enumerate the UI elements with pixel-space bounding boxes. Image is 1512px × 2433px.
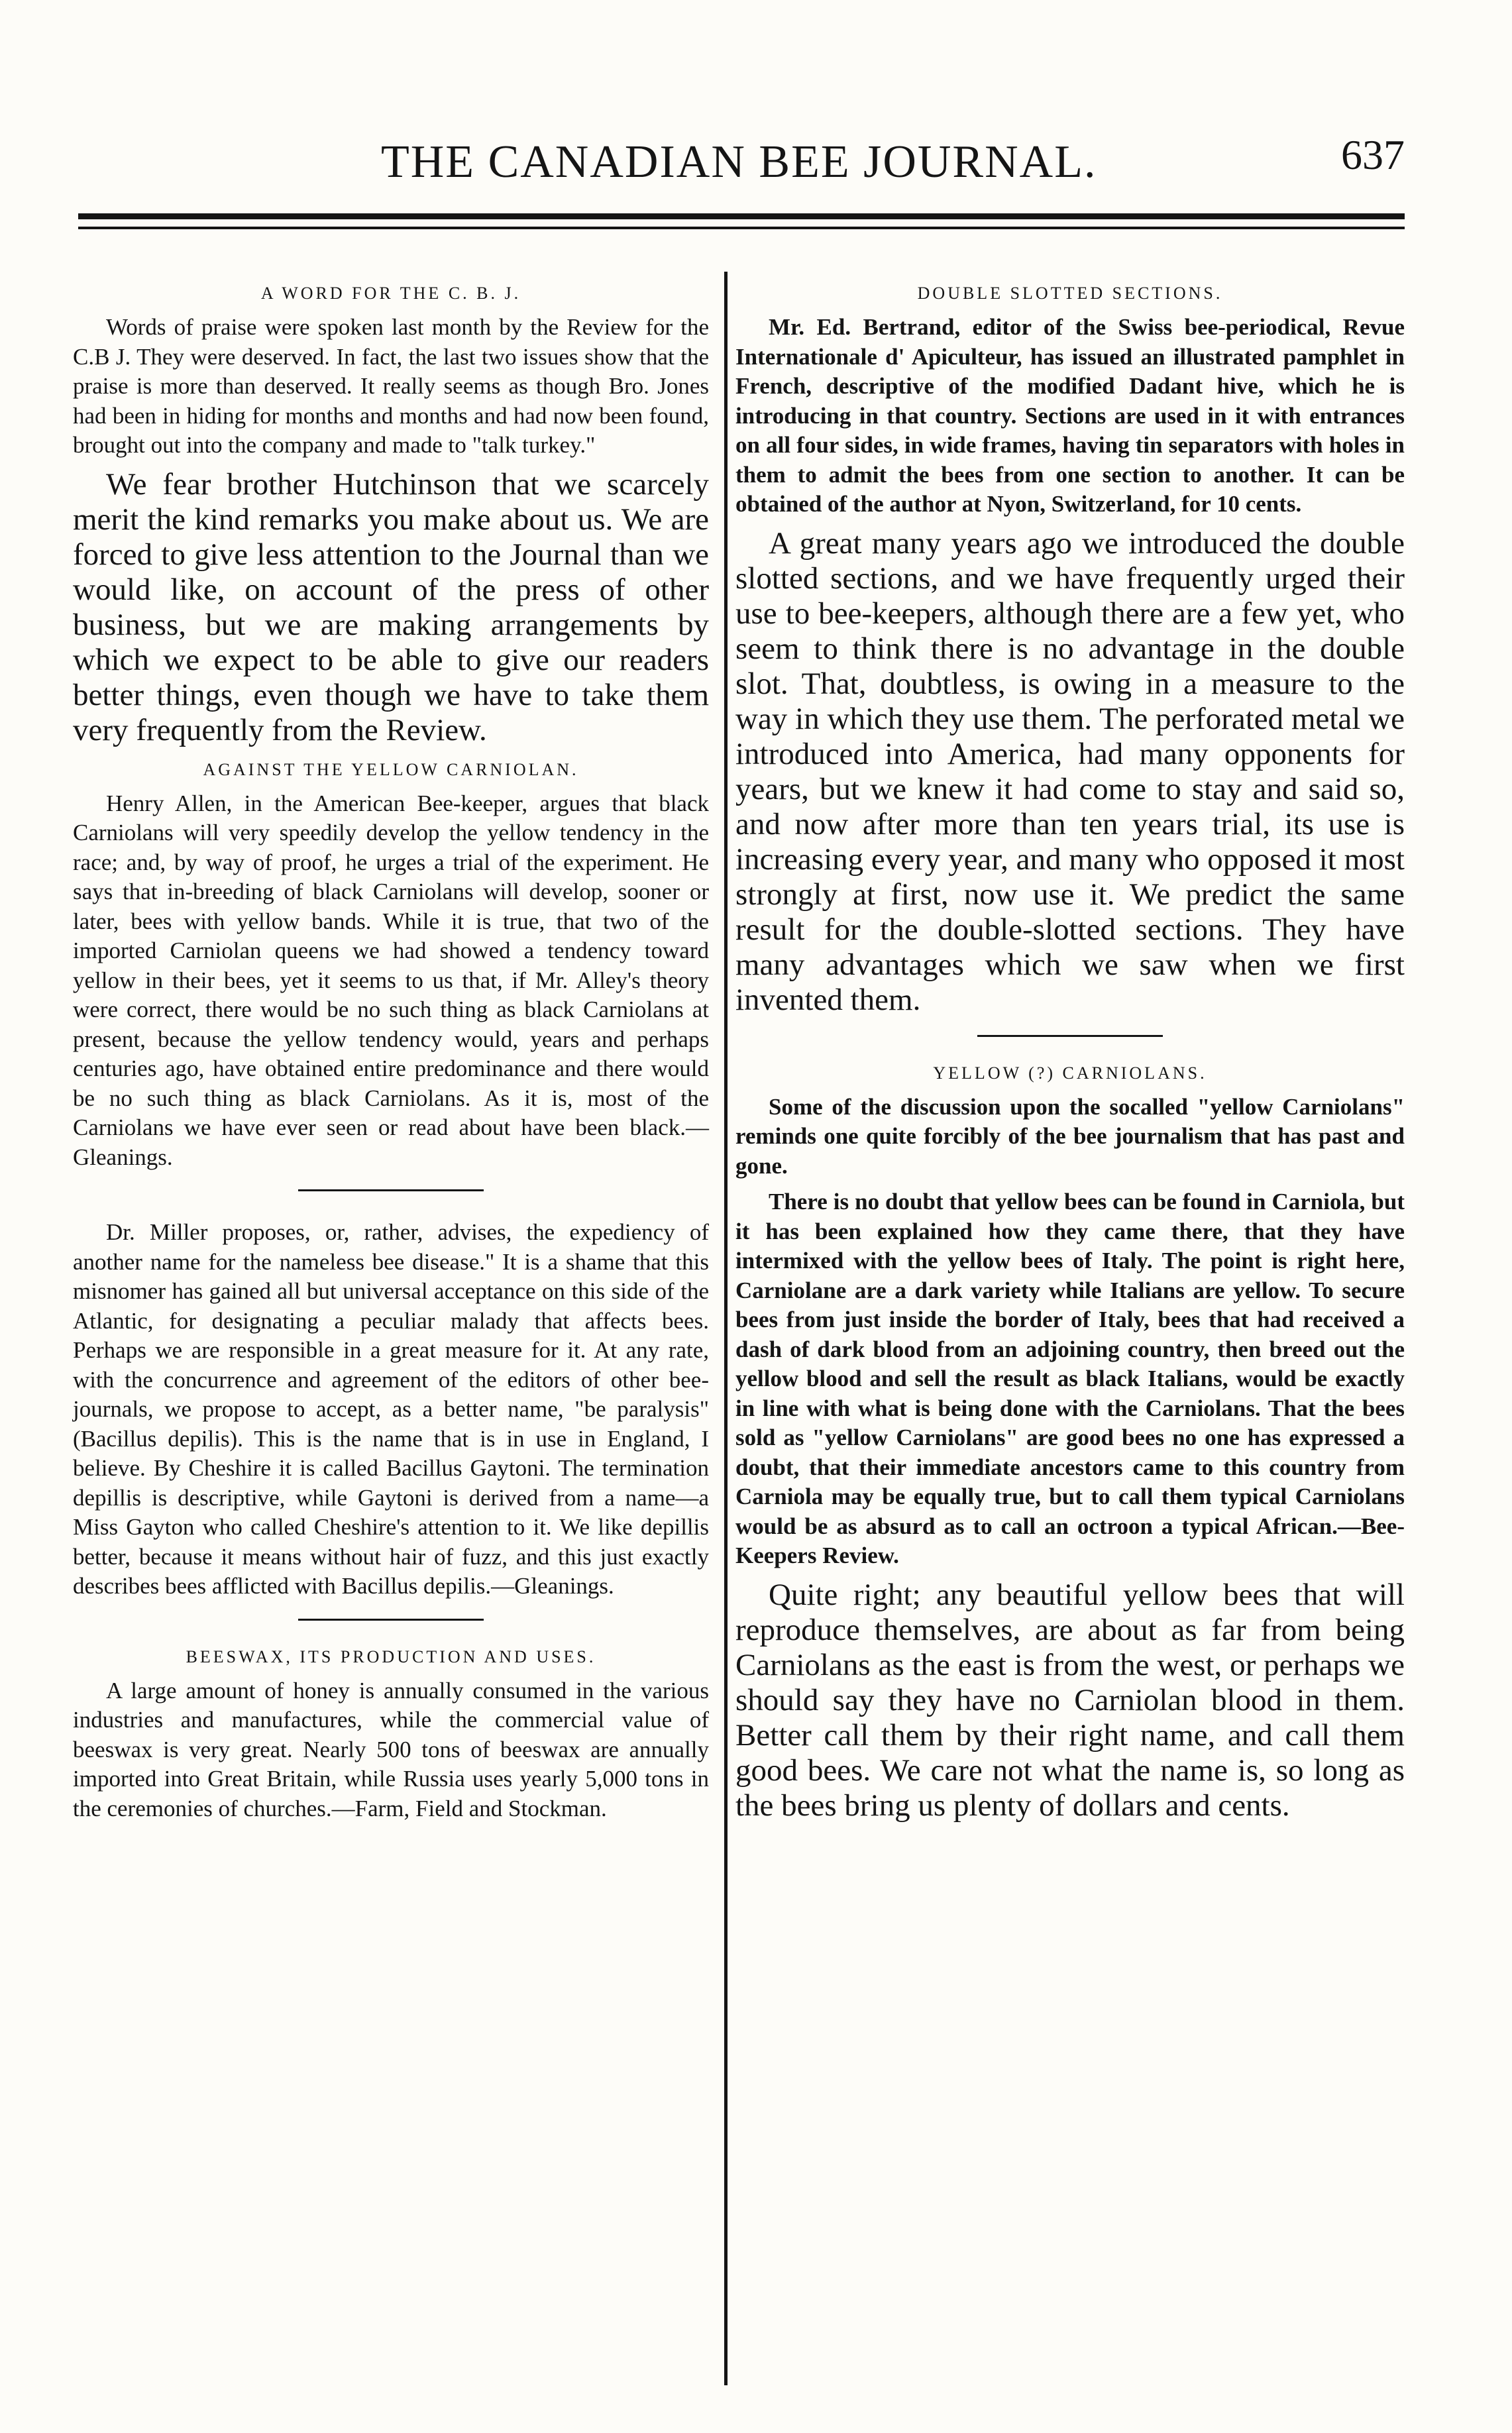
paragraph: A large amount of honey is annually consumed in the various industries and manufactures, while the commercial value of beeswax is very great. Nearly 500 tons of beeswax are annually imported into Great Britain, while Russia uses yearly 5,000 tons in the ceremonies of churches.—Farm, Field and Stockman. — [73, 1677, 709, 1821]
paragraph: Dr. Miller proposes, or, rather, advises, the expediency of another name for the nameless bee disease." It is a shame that this misnomer has gained all but universal acceptance on this side of the Atlantic, for designating a peculiar malady that affects bees. Perhaps we are responsible in a great measure for it. At any rate, with the concurrence and agreement of the editors of other bee-journals, we propose to accept, as a better name, "be paralysis" (Bacillus depilis). This is the name that is in use in England, I believe. By Cheshire it is called Bacillus Gaytoni. The termination depillis is descriptive, while Gaytoni is derived from a name—a Miss Gayton who called Cheshire's attention to it. We like depillis better, because it means without hair of fuzz, and this just exactly describes bees afflicted with Bacillus depilis.—Gleanings. — [73, 1219, 709, 1599]
left-column — [73, 272, 709, 1830]
paragraph: Quite right; any beautiful yellow bees that will reproduce themselves, are about as far from being Carniolans as the east is from the west, or perhaps we should say they have no Carniolan blood in them. Better call them by their right name, and call them good bees. We care not what the name is, so long as the bees bring us plenty of dollars and cents. — [735, 1577, 1405, 1823]
paragraph: There is no doubt that yellow bees can be found in Carniola, but it has been explained how they came there, that they have intermixed with the yellow bees of Italy. The point is right here, Carniolane are a dark variety while Italians are yellow. To secure bees from just inside the border of Italy, bees that had received a dash of dark blood from an adjoining country, then breed out the yellow blood and sell the result as black Italians, would be exactly in line with what is being done with the Carniolans. That the bees sold as "yellow Carniolans" are good bees no one has expressed a doubt, that their immediate ancestors came to this country from Carniola may be equally true, but to call them typical Carniolans would be as absurd as to call an octroon a typical African.—Bee-Keepers Review. — [735, 1189, 1405, 1568]
section-heading-beeswax: BEESWAX, ITS PRODUCTION AND USES. — [186, 1647, 596, 1666]
paragraph: Words of praise were spoken last month by the Review for the C.B J. They were deserved. In fact, the last two issues show that the praise is more than deserved. It really seems as though Bro. Jones had been in hiding for months and months and had now been found, brought out into the company and made to "talk turkey." — [73, 314, 709, 458]
paragraph: We fear brother Hutchinson that we scarcely merit the kind remarks you make about us. We are forced to give less attention to the Journal than we would like, on account of the press of other business, but we are making arrangements by which we expect to be able to give our readers better things, even though we have to take them very frequently from the Review. — [73, 466, 709, 747]
section-heading-yellow-carniolans: YELLOW (?) CARNIOLANS. — [933, 1063, 1207, 1083]
right-column — [735, 272, 1405, 1830]
paragraph: Henry Allen, in the American Bee-keeper, argues that black Carniolans will very speedily develop the yellow tendency in the race; and, by way of proof, he urges a trial of the experiment. He says that in-breeding of black Carniolans will develop, sooner or later, bees with yellow bands. While it is true, that two of the imported Carniolan queens we had showed a tendency toward yellow in their bees, yet it seems to us that, if Mr. Alley's theory were correct, there would be no such thing as black Carniolans at present, because the yellow tendency would, years and perhaps centuries ago, have obtained entire predominance and there would be no such thing as black Carniolans. As it is, most of the Carniolans we have ever seen or read about have been black.—Gleanings. — [73, 790, 709, 1170]
paragraph: Mr. Ed. Bertrand, editor of the Swiss bee-periodical, Revue Internationale d' Apiculteur, has issued an illustrated pamphlet in French, descriptive of the modified Dadant hive, which he is introducing in that country. Sections are used in it with entrances on all four sides, in wide frames, having tin separators with holes in them to admit the bees from one section to another. It can be obtained of the author at Nyon, Switzerland, for 10 cents. — [735, 314, 1405, 517]
section-divider — [298, 1619, 484, 1621]
section-heading-word-for-cbj: A WORD FOR THE C. B. J. — [260, 284, 521, 303]
header-rule-thin — [78, 227, 1405, 229]
masthead — [80, 131, 1405, 235]
page-number: 637 — [1341, 131, 1405, 178]
paragraph: A great many years ago we introduced the double slotted sections, and we have frequently urged their use to bee-keepers, although there are a few yet, who seem to think there is no advantage in the double slot. That, doubtless, is owing in a measure to the way in which they use them. The perforated metal we introduced into America, had many opponents for years, but we knew it had come to stay and said so, and now after more than ten years trial, its use is increasing every year, and many who opposed it most strongly at first, now use it. We predict the same result for the double-slotted sections. They have many advantages which we saw when we first invented them. — [735, 525, 1405, 1017]
section-heading-double-slotted: DOUBLE SLOTTED SECTIONS. — [917, 284, 1223, 303]
column-divider — [724, 272, 728, 2385]
section-divider — [298, 1189, 484, 1191]
section-divider — [977, 1035, 1163, 1037]
section-heading-yellow-carniolan: AGAINST THE YELLOW CARNIOLAN. — [203, 759, 579, 779]
header-rule-thick — [78, 213, 1405, 219]
journal-title: THE CANADIAN BEE JOURNAL. — [381, 136, 1097, 188]
paragraph: Some of the discussion upon the socalled "yellow Carniolans" reminds one quite forcibly of the bee journalism that has past and gone. — [735, 1093, 1405, 1179]
